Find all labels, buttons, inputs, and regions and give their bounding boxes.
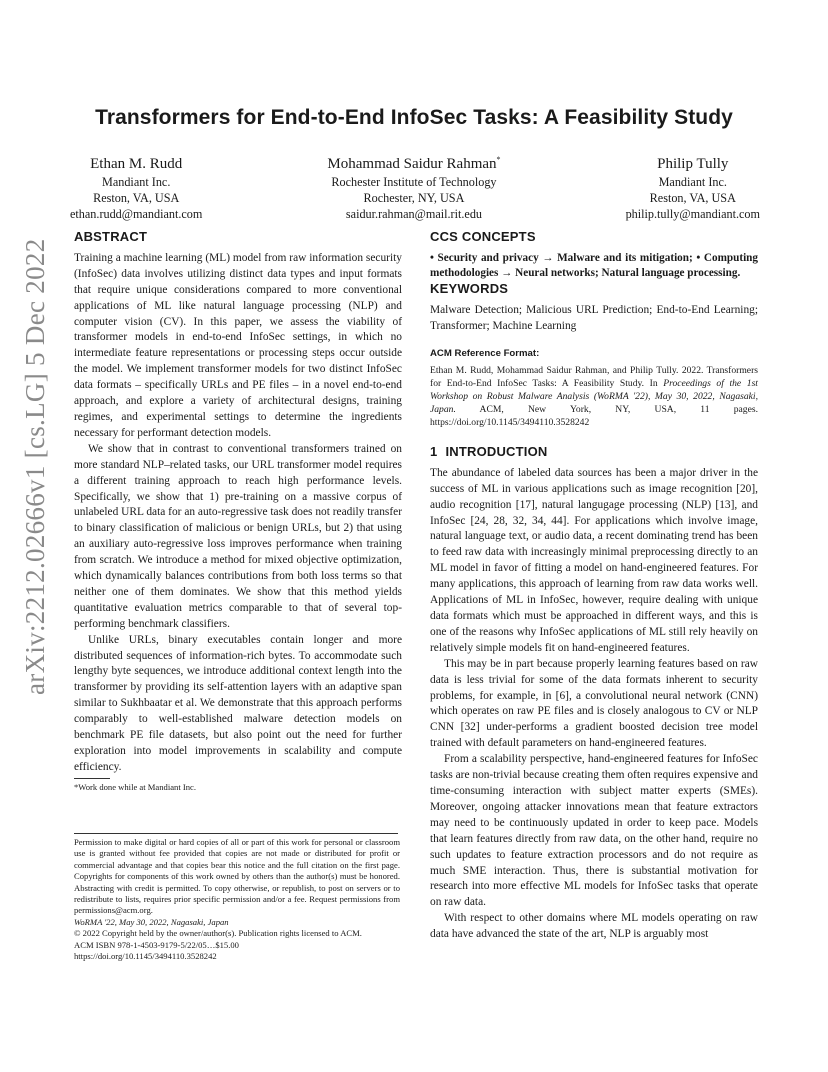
author-name: Mohammad Saidur Rahman bbox=[327, 156, 497, 172]
keywords-heading: KEYWORDS bbox=[430, 281, 509, 297]
right-column bbox=[430, 229, 758, 943]
abstract-heading: ABSTRACT bbox=[74, 229, 148, 244]
permission-text: Permission to make digital or hard copies of all or part of this work for personal or classroom use is granted without fee provided that copies are not made or distributed for profit or commercial advantage and that copies bear this notice and the full citation on the first page. Copyrights for components of this work owned by others than the author(s) must be honored. Abstracting with credit is permitted. To copy otherwise, or republish, to post on servers or to redistribute to lists, requires prior specific permission and/or a fee. Request permissions from permissions@acm.org. bbox=[74, 837, 400, 916]
author-name: Ethan M. Rudd bbox=[90, 156, 183, 172]
author-affiliation: Mandiant Inc. bbox=[102, 175, 171, 189]
venue-line: WoRMA '22, May 30, 2022, Nagasaki, Japan bbox=[74, 916, 229, 927]
footnote-divider bbox=[74, 778, 110, 779]
author-location: Reston, VA, USA bbox=[93, 191, 180, 205]
author-name: Philip Tully bbox=[657, 156, 729, 172]
section-number: 1 bbox=[430, 443, 438, 459]
abstract-paragraph: Training a machine learning (ML) model from raw information security (InfoSec) data involves utilizing distinct data types and input formats that require unique considerations compared to more conventional applications of ML like natural language processing (NLP) and computer vision (CV). In this paper, we assess the viability of transformer models in end-to-end InfoSec settings, in which no intermediate feature representations or processing steps occur outside the model. We implement transformer models for two distinct InfoSec data formats – specifically URLs and PE files – in a novel end-to-end approach, and explore a variety of architectural designs, training regimes, and experimental settings to determine the ingredients necessary for performant detection models. bbox=[74, 251, 402, 439]
keywords-text: Malware Detection; Malicious URL Prediction; End-to-End Learning; Transformer; Machine Learning bbox=[430, 304, 758, 333]
acm-reference bbox=[430, 364, 758, 429]
abstract-paragraph: We show that in contrast to conventional transformers trained on more standard NLP–related tasks, our URL transformer model requires a different training approach to reach high performance levels. Specifically, we show that 1) pre-training on a massive corpus of unlabeled URL data for an auto-regressive task does not readily transfer to binary classification of malicious or benign URLs, but 2) that using an auxiliary auto-regressive loss improves performance when training from scratch. We introduce a method for mixed objective optimization, which dynamically balances contributions from both loss terms so that neither one of them dominates. We show that this method yields quantitative evaluation metrics comparable to that of several top-performing benchmark classifiers. bbox=[74, 442, 402, 630]
author-email[interactable]: ethan.rudd@mandiant.com bbox=[70, 207, 203, 221]
author-block bbox=[327, 150, 500, 222]
author-footnote-mark: * bbox=[496, 155, 501, 164]
author-affiliation: Rochester Institute of Technology bbox=[331, 175, 497, 189]
intro-paragraph: From a scalability perspective, hand-engineered features for InfoSec tasks are non-trivial because creating them often requires expensive and time-consuming interaction with subject matter experts (SMEs). Moreover, ongoing attacker innovations mean that feature extractors may need to be continuously updated in order to keep pace. Models that learn features directly from raw data, on the other hand, require no such updates to feature extraction processors and do not require as much SME interaction. Thus, there is substantial motivation for research into more effective ML models for InfoSec tasks that operate on raw data. bbox=[430, 753, 758, 909]
isbn-line: ACM ISBN 978-1-4503-9179-5/22/05…$15.00 bbox=[74, 939, 239, 950]
author-email[interactable]: philip.tully@mandiant.com bbox=[625, 207, 760, 221]
ccs-concepts: • Security and privacy → Malware and its mitigation; • Computing methodologies → Neural networks; Natural language processing. bbox=[430, 251, 758, 280]
arxiv-identifier: arXiv:2212.02666v1 [cs.LG] 5 Dec 2022 bbox=[20, 238, 50, 695]
author-email[interactable]: saidur.rahman@mail.rit.edu bbox=[345, 207, 483, 221]
author-location: Reston, VA, USA bbox=[649, 191, 736, 205]
acm-reference-tail: ACM, New York, NY, USA, 11 pages. https://doi.org/10.1145/3494110.3528242 bbox=[430, 403, 758, 428]
author-list bbox=[70, 150, 760, 222]
copyright-line: © 2022 Copyright held by the owner/author(s). Publication rights licensed to ACM. bbox=[74, 928, 362, 939]
ccs-heading: CCS CONCEPTS bbox=[430, 229, 536, 244]
author-block bbox=[626, 150, 760, 222]
author-block bbox=[70, 150, 202, 222]
acm-reference-heading: ACM Reference Format: bbox=[430, 348, 540, 360]
left-column bbox=[74, 229, 402, 776]
intro-paragraph: With respect to other domains where ML models operating on raw data have advanced the state of the art, NLP is arguably most bbox=[430, 912, 758, 941]
acm-reference-proceedings: Proceedings of the 1st Workshop on Robust Malware Analysis (WoRMA '22), May 30, 2022, Nagasaki, Japan. bbox=[430, 377, 758, 415]
acm-reference-authors: Ethan M. Rudd, Mohammad Saidur Rahman, and Philip Tully. 2022. Transformers for End-to-End InfoSec Tasks: A Feasibility Study. In bbox=[430, 364, 758, 389]
paper-title: Transformers for End-to-End InfoSec Tasks: A Feasibility Study bbox=[95, 106, 733, 129]
footnote: *Work done while at Mandiant Inc. bbox=[74, 782, 196, 792]
section-title: INTRODUCTION bbox=[445, 443, 548, 459]
author-location: Rochester, NY, USA bbox=[363, 191, 465, 205]
intro-paragraph: The abundance of labeled data sources has been a major driver in the success of ML in various applications such as image recognition [20], audio recognition [17], natural langugage processing (NLP) [13], and InfoSec [24, 28, 32, 34, 44]. For applications which involve image, natural language text, or audio data, a recent dominating trend has been to feed raw data with increasingly minimal preprocessing directly to an ML model in favor of fitting a model on hand-engineered features. For many applications, this approach of learning from raw data works well. Applications of ML in InfoSec, however, require dealing with unique data formats which must be approached in different ways, and this is one of the reasons why InfoSec applications of ML still rely heavily on relatively simple models fit on hand-engineered features. bbox=[430, 466, 758, 654]
doi-link[interactable]: https://doi.org/10.1145/3494110.3528242 bbox=[74, 951, 217, 962]
permission-divider bbox=[74, 833, 398, 834]
introduction-heading bbox=[430, 444, 758, 460]
intro-paragraph: This may be in part because properly learning features based on raw data is less trivial for some of the data formats inherent to security problems, for example, in [6], a convolutional neural network (CNN) which operates on raw PE files and is closely analogous to CV or NLP CNN [32] under-performs a gradient boosted decision tree model trained with default parameters on hand-engineered features. bbox=[430, 657, 758, 750]
author-affiliation: Mandiant Inc. bbox=[658, 175, 727, 189]
permission-block bbox=[74, 837, 400, 962]
abstract-paragraph: Unlike URLs, binary executables contain longer and more distributed sequences of information-rich bytes. To accommodate such lengthy byte sequences, we introduce additional context length into the transformer by providing its self-attention layers with an adaptive span similar to Sukhbaatar et al. We demonstrate that this approach performs comparably to well-established malware detection models on benchmark PE file datasets, but also point out the need for further exploration into model improvements in scalability and compute efficiency. bbox=[74, 633, 402, 773]
